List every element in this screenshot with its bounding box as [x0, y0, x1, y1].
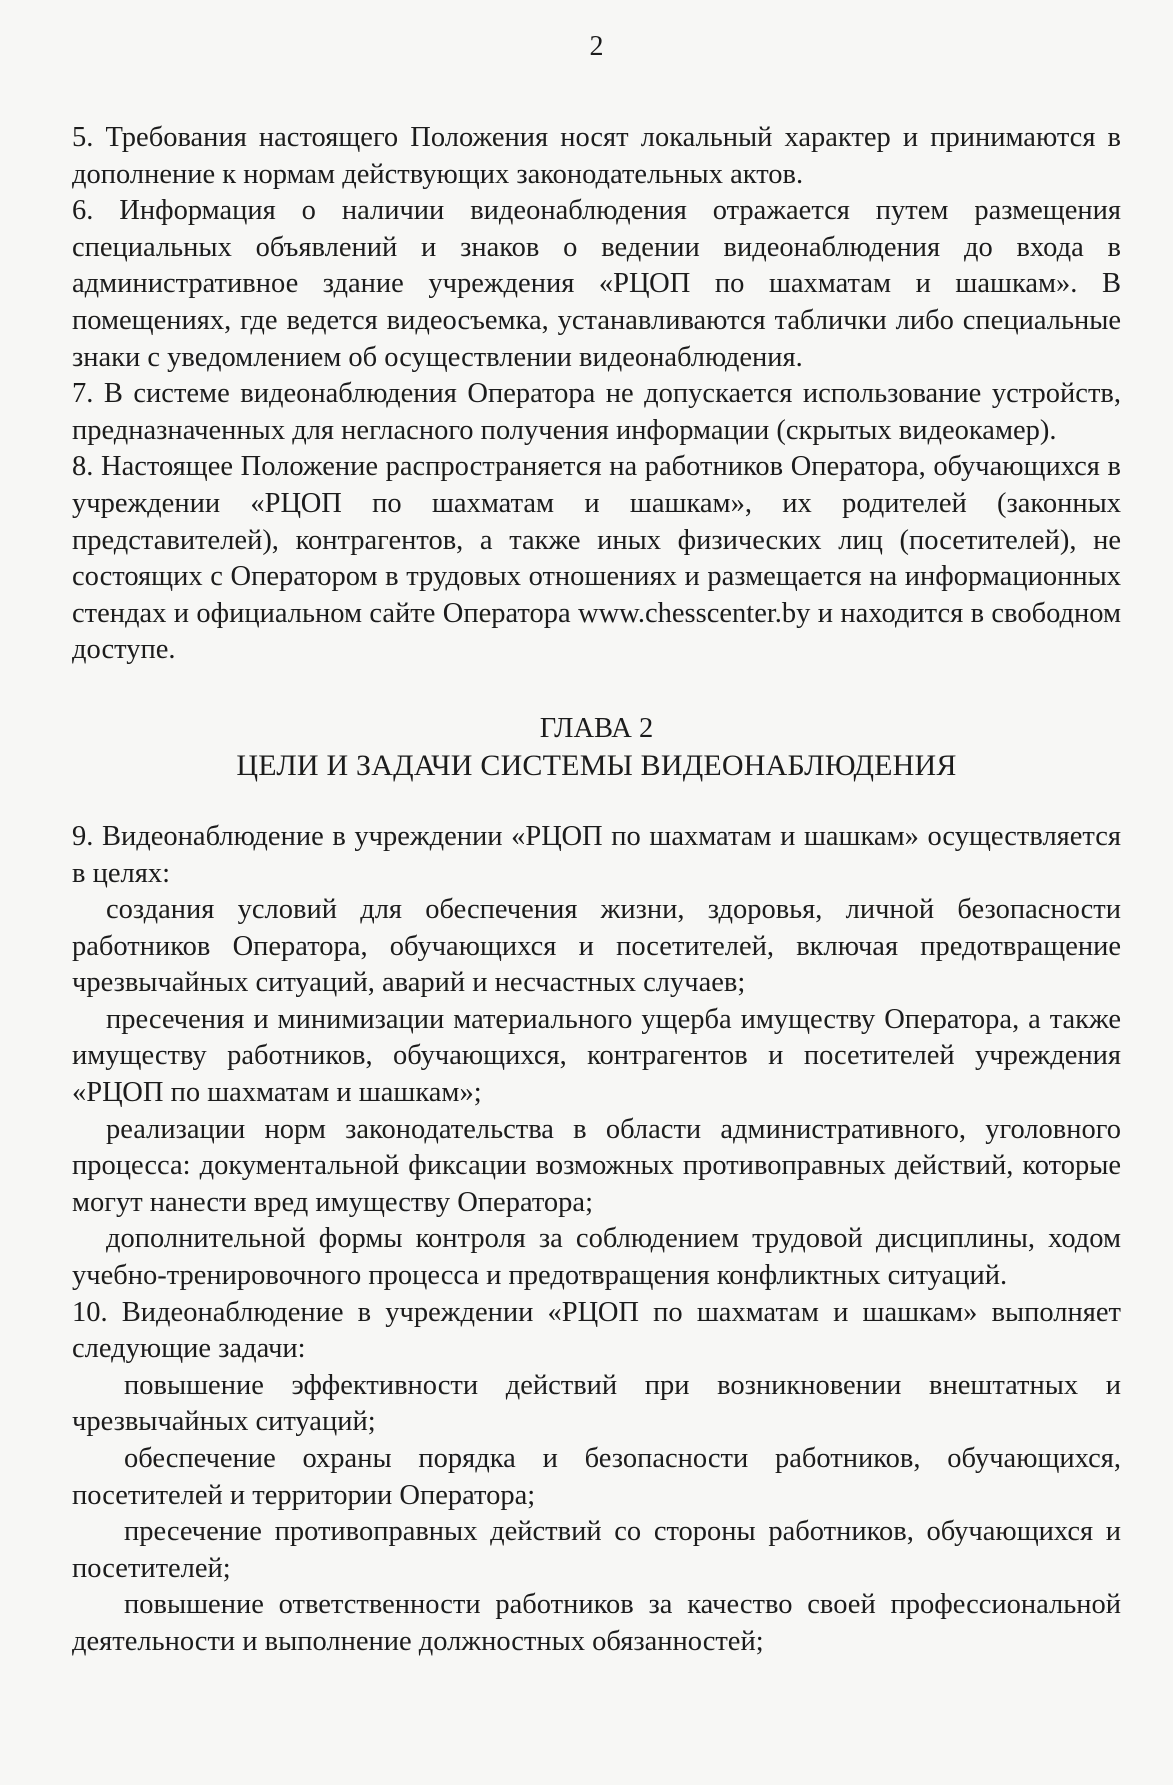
chapter-label: ГЛАВА 2 — [539, 712, 654, 744]
page-number: 2 — [589, 31, 604, 62]
item-9-goal: пресечения и минимизации материального ущерба имуществу Оператора, а также имуществу работников, обучающихся, контрагентов и посетителей учреждения «РЦОП по шахматам и шашкам»; — [72, 1003, 1121, 1109]
paragraph-5: 5. Требования настоящего Положения носят локальный характер и принимаются в дополнение к нормам действующих законодательных актов. — [72, 122, 1121, 190]
paragraph-8: 8. Настоящее Положение распространяется на работников Оператора, обучающихся в учреждении «РЦОП по шахматам и шашкам», их родителей (законных представителей), контрагентов, а также иных физических лиц (посетителей), не состоящих с Оператором в трудовых отношениях и размещается на информационных стендах и официальном сайте Оператора www.chesscenter.by и находится в свободном доступе. — [72, 451, 1121, 666]
chapter-title: ЦЕЛИ И ЗАДАЧИ СИСТЕМЫ ВИДЕОНАБЛЮДЕНИЯ — [236, 748, 957, 782]
section-item-10 — [72, 1295, 1121, 1661]
paragraph-7: 7. В системе видеонаблюдения Оператора не допускается использование устройств, предназначенных для негласного получения информации (скрытых видеокамер). — [72, 378, 1121, 446]
item-10-task: обеспечение охраны порядка и безопасности работников, обучающихся, посетителей и территории Оператора; — [72, 1443, 1121, 1511]
item-10-task: повышение эффективности действий при возникновении внештатных и чрезвычайных ситуаций; — [72, 1369, 1121, 1438]
item-9-goal: реализации норм законодательства в области административного, уголовного процесса: документальной фиксации возможных противоправных действий, которые могут нанести вред имуществу Оператора; — [72, 1113, 1121, 1218]
chapter-heading — [72, 711, 1121, 785]
item-10-task: пресечение противоправных действий со стороны работников, обучающихся и посетителей; — [72, 1516, 1121, 1584]
paragraph-6: 6. Информация о наличии видеонаблюдения отражается путем размещения специальных объявлений и знаков о ведении видеонаблюдения до входа в административное здание учреждения «РЦОП по шахматам и шашкам». В помещениях, где ведется видеосъемка, устанавливаются таблички либо специальные знаки с уведомлением об осуществлении видеонаблюдения. — [72, 195, 1121, 373]
item-9-goal: создания условий для обеспечения жизни, здоровья, личной безопасности работников Оператора, обучающихся и посетителей, включая предотвращение чрезвычайных ситуаций, аварий и несчастных случаев; — [72, 894, 1121, 999]
section-general-provisions — [72, 120, 1121, 669]
item-9-intro: 9. Видеонаблюдение в учреждении «РЦОП по шахматам и шашкам» осуществляется в целях: — [72, 820, 1121, 889]
item-9-goal: дополнительной формы контроля за соблюдением трудовой дисциплины, ходом учебно-тренировочного процесса и предотвращения конфликтных ситуаций. — [72, 1223, 1121, 1292]
item-10-intro: 10. Видеонаблюдение в учреждении «РЦОП по шахматам и шашкам» выполняет следующие задачи: — [72, 1296, 1121, 1365]
item-10-task: повышение ответственности работников за качество своей профессиональной деятельности и выполнение должностных обязанностей; — [72, 1589, 1121, 1657]
section-item-9 — [72, 819, 1121, 1295]
